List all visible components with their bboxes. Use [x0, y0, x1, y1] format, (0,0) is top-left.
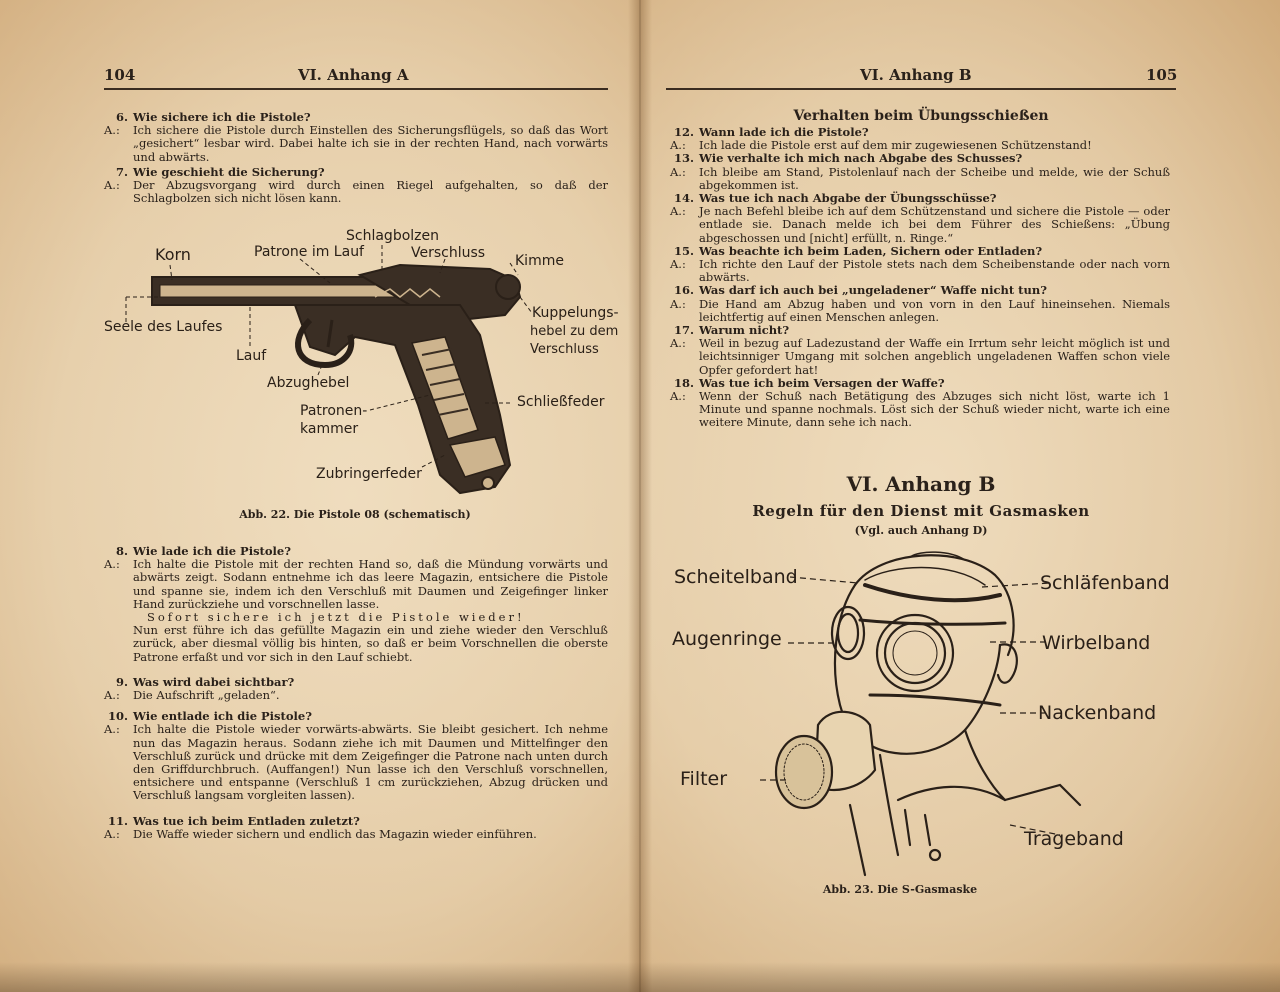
- qa-item: [104, 676, 608, 702]
- question-text: Was tue ich nach Abgabe der Übungsschüsse?: [699, 191, 997, 206]
- question-number: 6.: [115, 110, 128, 124]
- appendix-subtitle: Regeln für den Dienst mit Gasmasken: [752, 502, 1090, 520]
- page-number-right: 105: [1146, 66, 1178, 84]
- label-kuppelungshebel-1: Kuppelungs-: [532, 305, 619, 321]
- answer-label: A.:: [670, 296, 686, 311]
- answer-text: Je nach Befehl bleibe ich auf dem Schützenstand und sichere die Pistole — oder entlade sie. Danach melde ich bei dem Führer des Schießens: „Übung abgeschossen und [nicht] erfüllt, n. Ringe.“: [699, 204, 1170, 245]
- qa-item: [104, 545, 608, 664]
- question-text: Was beachte ich beim Laden, Sichern oder Entladen?: [699, 243, 1043, 258]
- label-augenringe: Augenringe: [672, 628, 782, 650]
- question-text: Was tue ich beim Entladen zuletzt?: [133, 813, 360, 828]
- page-bottom-shadow: [0, 962, 1280, 992]
- answer-label: A.:: [670, 257, 686, 272]
- header-rule-right: [666, 88, 1176, 90]
- qa-item: [104, 111, 608, 164]
- answer-text: Wenn der Schuß nach Betätigung des Abzuges sich nicht löst, warte ich 1 Minute und spanne nochmals. Löst sich der Schuß wieder nicht, warte ich eine weitere Minute, dann sehe ich nach.: [699, 389, 1170, 430]
- qa-item: [670, 377, 1170, 430]
- question-number: 15.: [673, 243, 694, 258]
- running-title-left: VI. Anhang A: [298, 66, 409, 84]
- question-number: 7.: [115, 164, 128, 179]
- appendix-note: (Vgl. auch Anhang D): [854, 524, 988, 537]
- label-lauf: Lauf: [236, 348, 267, 364]
- question-number: 14.: [673, 191, 694, 206]
- label-schliessfeder: Schließfeder: [517, 394, 605, 410]
- answer-label: A.:: [670, 164, 686, 179]
- answer-text: Nun erst führe ich das gefüllte Magazin ein und ziehe wieder den Verschluß zurück, aber diesmal völlig bis hinten, so daß er beim Vorschnellen die oberste Patrone erfaßt und vor sich in den Lauf schiebt.: [133, 623, 608, 664]
- answer-text: Ich lade die Pistole erst auf dem mir zugewiesenen Schützenstand!: [699, 138, 1092, 153]
- qa-item: [670, 284, 1170, 324]
- right-page: [640, 0, 1280, 992]
- left-running-head: [0, 64, 640, 88]
- question-number: 13.: [673, 151, 694, 166]
- question-text: Was darf ich auch bei „ungeladener“ Waffe nicht tun?: [699, 283, 1047, 298]
- section-heading: Verhalten beim Übungsschießen: [793, 108, 1049, 124]
- qa-block-bottom: [104, 545, 608, 841]
- answer-label: A.:: [670, 336, 686, 351]
- answer-label: A.:: [104, 826, 120, 841]
- label-patronenkammer-2: kammer: [300, 421, 359, 437]
- answer-text: Ich halte die Pistole wieder vorwärts-abwärts. Sie bleibt gesichert. Ich nehme nun das Magazin heraus. Sodann ziehe ich mit Daumen und Mittelfinger den Verschluß zurück und drücke mit dem Zeigefinger die Patrone nach unten durch den Griffdurchbruch. (Auffangen!) Nun lasse ich den Verschluß vorschnellen, entsichere und entspanne (Verschluß 1 cm zurückziehen, Abzug drücken und Verschluß langsam vorgleiten lassen).: [133, 722, 608, 803]
- figure-caption-22: Abb. 22. Die Pistole 08 (schematisch): [239, 508, 471, 521]
- question-number: 12.: [673, 125, 694, 139]
- label-filter: Filter: [680, 768, 728, 790]
- running-title-right: VI. Anhang B: [860, 66, 972, 84]
- answer-text: Ich richte den Lauf der Pistole stets nach dem Scheibenstande oder nach vorn abwärts.: [699, 257, 1170, 285]
- right-running-head: [640, 64, 1280, 88]
- answer-label: A.:: [670, 389, 686, 404]
- answer-text: Ich bleibe am Stand, Pistolenlauf nach der Scheibe und melde, wie der Schuß abgekommen ist.: [699, 164, 1170, 192]
- question-text: Wie geschieht die Sicherung?: [133, 164, 325, 179]
- appendix-title: VI. Anhang B: [846, 472, 996, 496]
- label-abzughebel: Abzughebel: [267, 375, 350, 391]
- question-number: 16.: [673, 283, 694, 298]
- question-text: Was tue ich beim Versagen der Waffe?: [699, 375, 945, 390]
- answer-label: A.:: [104, 557, 120, 572]
- question-text: Was wird dabei sichtbar?: [133, 674, 295, 689]
- answer-label: A.:: [104, 688, 120, 703]
- label-schlaefenband: Schläfenband: [1040, 572, 1170, 594]
- label-verschluss: Verschluss: [411, 245, 486, 261]
- label-korn: Korn: [155, 245, 191, 264]
- emphasized-instruction: Sofort sichere ich jetzt die Pistole wieder!: [147, 610, 525, 625]
- answer-text: Die Aufschrift „geladen“.: [133, 688, 280, 703]
- answer-text: Die Waffe wieder sichern und endlich das Magazin wieder einführen.: [133, 826, 537, 841]
- label-kuppelungshebel-2: hebel zu dem: [530, 324, 619, 339]
- label-scheitelband: Scheitelband: [674, 566, 798, 588]
- qa-item: [670, 245, 1170, 285]
- answer-label: A.:: [670, 138, 686, 153]
- qa-item: [670, 324, 1170, 377]
- qa-block-top: [104, 111, 608, 205]
- label-patronenkammer-1: Patronen-: [300, 403, 368, 419]
- page-number-left: 104: [104, 66, 136, 84]
- answer-text: Ich sichere die Pistole durch Einstellen des Sicherungsflügels, so daß das Wort „gesichert“ lesbar wird. Dabei halte ich sie in der rechten Hand, nach vorwärts und abwärts.: [133, 123, 608, 164]
- answer-label: A.:: [104, 178, 120, 193]
- qa-item: [670, 126, 1170, 152]
- answer-text: Ich halte die Pistole mit der rechten Hand so, daß die Mündung vorwärts und abwärts zeigt. Sodann entnehme ich das leere Magazin, entsichere die Pistole und spanne sie, indem ich den Verschluß mit Daumen und Zeigefinger linker Hand zurückziehe und vorschnellen lasse.: [133, 557, 608, 611]
- question-number: 9.: [115, 674, 128, 689]
- qa-block-right: [670, 126, 1170, 430]
- label-kimme: Kimme: [515, 253, 564, 269]
- answer-label: A.:: [670, 204, 686, 219]
- label-nackenband: Nackenband: [1038, 702, 1157, 724]
- qa-item: [670, 192, 1170, 245]
- question-text: Wie verhalte ich mich nach Abgabe des Schusses?: [699, 151, 1023, 166]
- question-number: 18.: [673, 375, 694, 390]
- question-number: 17.: [673, 323, 694, 338]
- book-gutter: [628, 0, 652, 992]
- label-kuppelungshebel-3: Verschluss: [530, 342, 599, 357]
- label-zubringerfeder: Zubringerfeder: [316, 466, 422, 482]
- answer-text: Die Hand am Abzug haben und von vorn in den Lauf hineinsehen. Niemals leichtfertig auf einen Menschen anlegen.: [699, 296, 1170, 324]
- label-trageband: Trageband: [1024, 828, 1124, 850]
- question-text: Warum nicht?: [699, 323, 790, 338]
- label-wirbelband: Wirbelband: [1042, 632, 1151, 654]
- question-number: 11.: [107, 813, 128, 828]
- answer-text: Der Abzugsvorgang wird durch einen Riegel aufgehalten, so daß der Schlagbolzen sich nicht lösen kann.: [133, 178, 608, 206]
- figure-caption-23: Abb. 23. Die S-Gasmaske: [822, 883, 978, 896]
- question-number: 8.: [115, 544, 128, 558]
- label-schlagbolzen: Schlagbolzen: [346, 228, 439, 244]
- question-text: Wie lade ich die Pistole?: [133, 544, 291, 558]
- question-number: 10.: [107, 709, 128, 724]
- qa-item: [670, 152, 1170, 192]
- question-text: Wie entlade ich die Pistole?: [133, 709, 312, 724]
- question-text: Wann lade ich die Pistole?: [699, 125, 869, 139]
- answer-label: A.:: [104, 123, 120, 138]
- label-patrone-im-lauf: Patrone im Lauf: [254, 244, 364, 260]
- qa-item: [104, 166, 608, 206]
- label-seele-des-laufes: Seele des Laufes: [104, 319, 223, 335]
- question-text: Wie sichere ich die Pistole?: [133, 110, 311, 124]
- qa-item: [104, 710, 608, 802]
- header-rule-left: [104, 88, 608, 90]
- answer-text: Weil in bezug auf Ladezustand der Waffe ein Irrtum sehr leicht möglich ist und leichtsinniger Umgang mit solchen angeblich ungeladenen Waffen schon viele Opfer gefordert hat!: [699, 336, 1170, 377]
- qa-item: [104, 815, 608, 841]
- answer-label: A.:: [104, 722, 120, 737]
